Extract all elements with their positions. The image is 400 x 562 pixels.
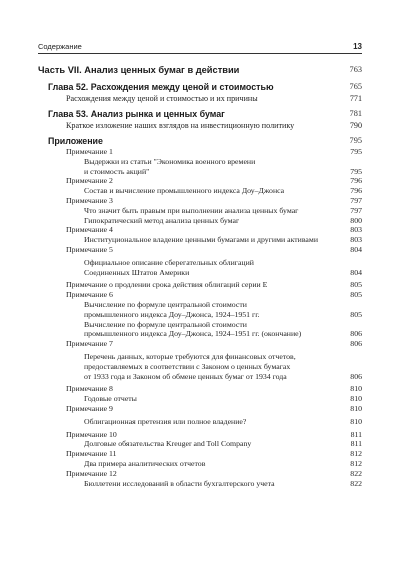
note-item-entry	[38, 352, 362, 381]
toc-entry-title: Примечание 5	[66, 244, 113, 254]
toc-entry-title: Примечание о продлении срока действия облигаций серии Е	[66, 280, 268, 290]
toc-entry-page: 805	[350, 309, 362, 319]
toc-entry-title: Институциональное владение ценными бумагами и другими активами	[84, 235, 319, 245]
section-title: Содержание	[38, 42, 82, 51]
toc-entry-page: 810	[350, 394, 362, 404]
toc-entry-title: Вычисление по формуле центральной стоимости промышленного индекса Доу–Джонса, 1924–1951 гг. (окончание)	[84, 319, 302, 339]
section-entry	[38, 93, 362, 104]
note-entry	[38, 225, 362, 235]
toc-entry-title: Два примера аналитических отчетов	[84, 458, 206, 468]
toc-entry-page: 811	[350, 439, 362, 449]
toc-entry-page: 795	[349, 136, 362, 145]
toc-entry-page: 804	[350, 244, 362, 254]
toc-entry-title: Примечание 4	[66, 225, 113, 235]
toc-entry-title: Примечание 2	[66, 176, 113, 186]
note-item-entry	[38, 479, 362, 489]
note-item-entry	[38, 320, 362, 340]
toc-entry-page: 810	[350, 384, 362, 394]
toc-entry-title: Примечание 10	[66, 429, 117, 439]
note-item-entry	[38, 186, 362, 196]
note-entry	[38, 290, 362, 300]
toc-entry-page: 800	[350, 215, 362, 225]
toc-entry-page: 771	[349, 94, 362, 103]
note-entry	[38, 384, 362, 394]
note-entry	[38, 339, 362, 349]
note-entry	[38, 147, 362, 157]
toc-entry-page: 804	[350, 267, 362, 277]
toc-entry-page: 805	[350, 280, 362, 290]
toc-entry-title: Бюллетени исследований в области бухгалтерского учета	[84, 478, 275, 488]
toc-entry-page: 797	[350, 195, 362, 205]
toc-entry-page: 812	[350, 449, 362, 459]
toc-entry-page: 797	[350, 205, 362, 215]
toc-entry-page: 810	[350, 416, 362, 426]
toc-entry-title: Облигационная претензия или полное владение?	[84, 416, 247, 426]
toc-entry-title: Примечание 11	[66, 449, 117, 459]
toc-entry-title: Примечание 6	[66, 290, 113, 300]
toc-entry-page: 822	[350, 468, 362, 478]
note-item-entry	[38, 157, 362, 177]
note-entry	[38, 404, 362, 414]
chapter-entry	[38, 81, 362, 93]
toc-entry-title: Состав и вычисление промышленного индекса Доу–Джонса	[84, 186, 285, 196]
note-entry	[38, 245, 362, 255]
toc-entry-title: Что значит быть правым при выполнении анализа ценных бумаг	[84, 205, 299, 215]
toc-entry-page: 810	[350, 403, 362, 413]
page-number: 13	[353, 42, 362, 51]
toc-entry-page: 790	[349, 121, 362, 130]
toc-entry-page: 765	[349, 82, 362, 91]
note-item-entry	[38, 439, 362, 449]
toc-entry-page: 812	[350, 458, 362, 468]
toc-entry-page: 806	[350, 371, 362, 381]
header-rule	[38, 53, 362, 54]
toc-entry-page: 822	[350, 478, 362, 488]
toc-entry-page: 806	[350, 329, 362, 339]
toc-entry-title: Примечание 8	[66, 384, 113, 394]
toc-entry-title: Глава 52. Расхождения между ценой и стоимостью	[48, 82, 274, 92]
toc-entry-page: 763	[349, 65, 362, 74]
toc-entry-title: Перечень данных, которые требуются для финансовых отчетов, предоставляемых в соответствии с Законом о ценных бумагах от 1933 года и Законом об обмене ценных бумаг от 1934 года	[84, 351, 296, 381]
toc-entry-title: Примечание 7	[66, 339, 113, 349]
note-entry	[38, 196, 362, 206]
toc-entry-title: Официальное описание сберегательных облигаций Соединенных Штатов Америки	[84, 257, 254, 277]
note-entry	[38, 430, 362, 440]
toc-entry-page: 803	[350, 235, 362, 245]
toc-entry-page: 796	[350, 176, 362, 186]
toc-entry-title: Глава 53. Анализ рынка и ценных бумаг	[48, 109, 225, 119]
note-entry	[38, 469, 362, 479]
toc-entry-title: Приложение	[48, 136, 103, 146]
note-item-entry	[38, 206, 362, 216]
note-entry	[38, 280, 362, 290]
note-item-entry	[38, 459, 362, 469]
toc-entry-title: Часть VII. Анализ ценных бумаг в действии	[38, 65, 240, 75]
toc-entry-page: 803	[350, 225, 362, 235]
toc-entry-title: Примечание 12	[66, 468, 117, 478]
toc-entry-page: 795	[350, 147, 362, 156]
toc-entry-title: Краткое изложение наших взглядов на инвестиционную политику	[66, 121, 295, 130]
toc-entry-title: Годовые отчеты	[84, 394, 137, 404]
toc-entry-title: Примечание 9	[66, 403, 113, 413]
toc-entry-title: Расхождения между ценой и стоимостью и их причины	[66, 94, 258, 103]
note-item-entry	[38, 300, 362, 320]
note-item-entry	[38, 394, 362, 404]
section-entry	[38, 120, 362, 131]
note-item-entry	[38, 235, 362, 245]
chapter-entry	[38, 108, 362, 120]
toc-entry-page: 806	[350, 339, 362, 349]
toc-entry-page: 811	[350, 429, 362, 439]
toc-entry-title: Выдержки из статьи "Экономика военного времени и стоимость акций"	[84, 156, 256, 176]
toc-entry-page: 805	[350, 290, 362, 300]
table-of-contents	[38, 64, 362, 488]
toc-entry-title: Примечание 1	[66, 147, 113, 156]
chapter-entry	[38, 135, 362, 147]
note-item-entry	[38, 258, 362, 278]
toc-entry-title: Гипократический метод анализа ценных бумаг	[84, 215, 240, 225]
note-entry	[38, 449, 362, 459]
note-item-entry	[38, 417, 362, 427]
toc-entry-page: 795	[350, 166, 362, 176]
note-item-entry	[38, 216, 362, 226]
part-entry	[38, 64, 362, 76]
toc-entry-page: 781	[349, 109, 362, 118]
toc-entry-title: Примечание 3	[66, 195, 113, 205]
toc-entry-page: 796	[350, 186, 362, 196]
toc-entry-title: Вычисление по формуле центральной стоимости промышленного индекса Доу–Джонса, 1924–1951 гг.	[84, 299, 260, 319]
toc-entry-title: Долговые обязательства Kreuger and Toll Company	[84, 439, 252, 449]
note-entry	[38, 176, 362, 186]
